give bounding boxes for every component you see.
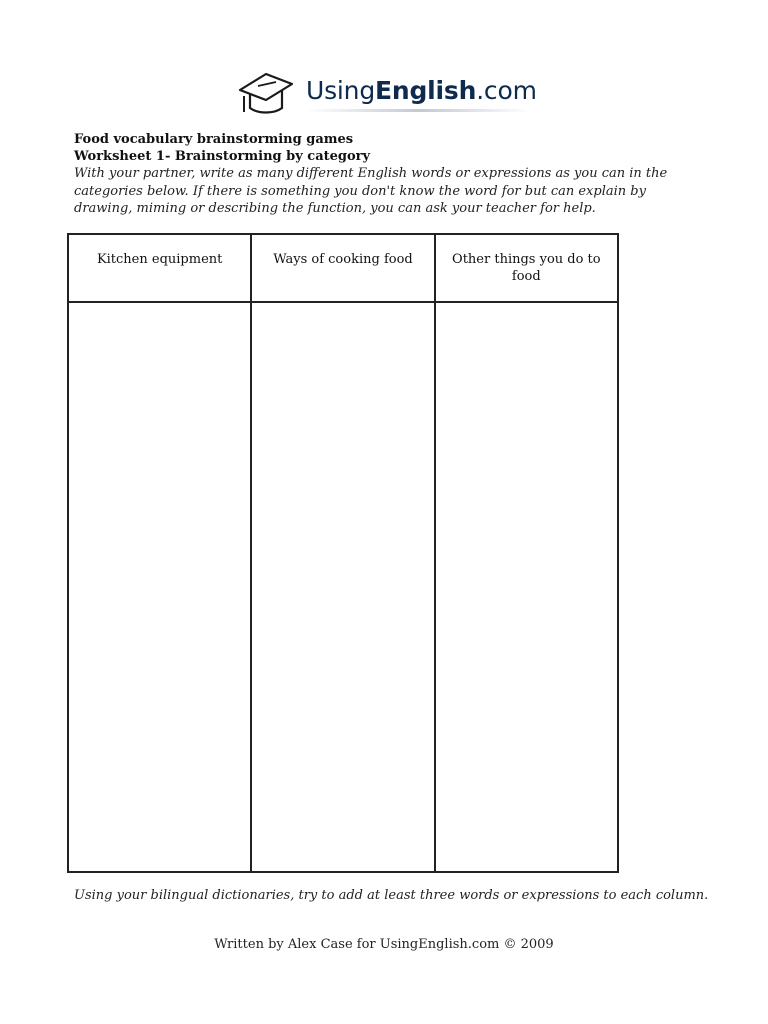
answer-cell-kitchen-equipment — [68, 302, 251, 872]
brainstorm-table — [67, 233, 619, 873]
logo-wordmark — [306, 74, 537, 108]
answer-cell-other-things — [435, 302, 618, 872]
column-header-label: Ways of cooking food — [273, 252, 413, 267]
dictionary-footnote: Using your bilingual dictionaries, try to add at least three words or expressions to each column. — [74, 888, 709, 903]
column-header-other-things — [435, 234, 618, 302]
worksheet-subtitle: Worksheet 1- Brainstorming by category — [74, 149, 371, 164]
column-header-kitchen-equipment — [68, 234, 251, 302]
column-header-label: Other things you do to food — [452, 252, 601, 284]
table-header-row — [68, 234, 618, 302]
graduation-cap-icon — [236, 70, 298, 116]
column-header-ways-of-cooking — [251, 234, 434, 302]
logo-text-using: Using — [306, 76, 375, 105]
answer-cell-ways-of-cooking — [251, 302, 434, 872]
logo-text-english: English — [374, 76, 477, 105]
worksheet-title: Food vocabulary brainstorming games — [74, 132, 354, 147]
worksheet-instructions: With your partner, write as many different English words or expressions as you can in the categories below. If there is something you don't know the word for but can explain by drawing, miming or describing the function, you can ask your teacher for help. — [74, 166, 668, 216]
author-credit: Written by Alex Case for UsingEnglish.com © 2009 — [214, 937, 554, 952]
logo-reflection — [306, 109, 532, 112]
column-header-label: Kitchen equipment — [96, 252, 223, 267]
table-answer-row — [68, 302, 618, 872]
logo-text-suffix: .com — [476, 76, 537, 105]
